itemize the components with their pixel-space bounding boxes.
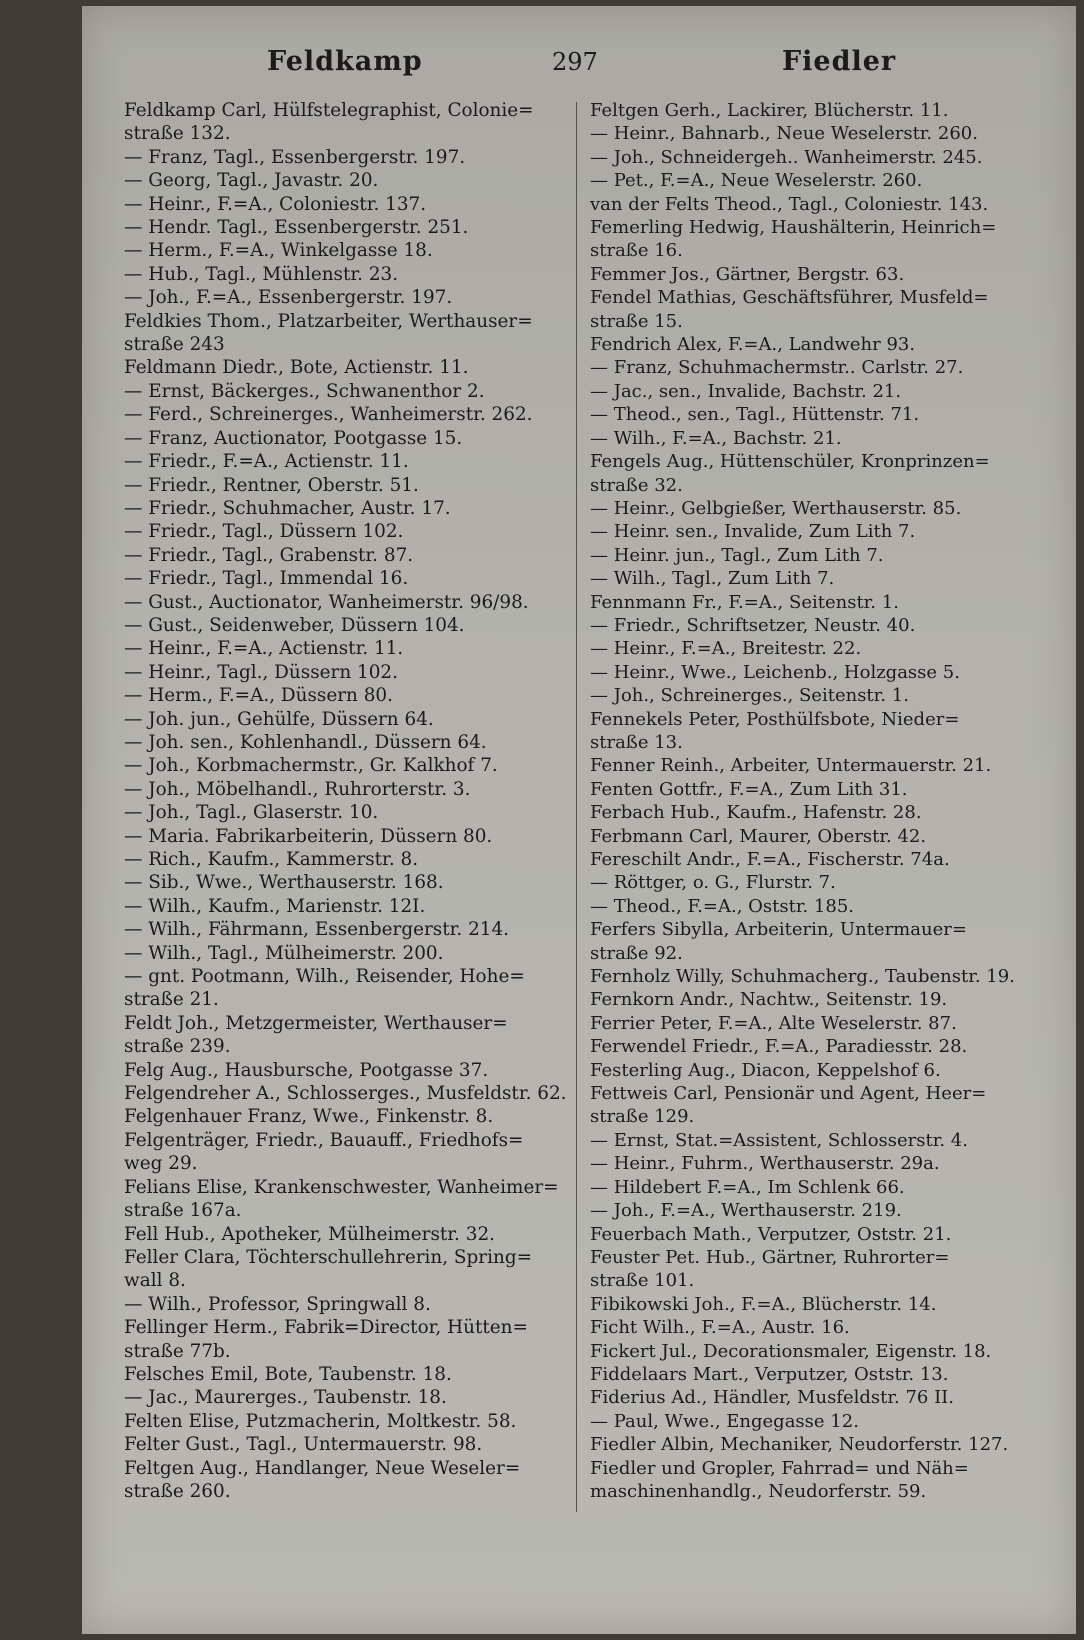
directory-entry (124, 169, 564, 192)
entry-line: Feldkamp Carl, Hülfstelegraphist, Colonie= (124, 100, 534, 121)
directory-entry (590, 122, 1040, 145)
entry-line: — Friedr., F.=A., Actienstr. 11. (124, 451, 409, 473)
entry-line: weg 29. (124, 1153, 198, 1175)
directory-entry (590, 1433, 1040, 1456)
entry-line: — Heinr., Bahnarb., Neue Weselerstr. 260. (590, 123, 978, 145)
directory-entry (124, 427, 564, 450)
entry-line: — Friedr., Schuhmacher, Austr. 17. (124, 497, 451, 519)
directory-entry (590, 1059, 1040, 1082)
directory-entry (124, 731, 564, 754)
directory-entry (590, 1340, 1040, 1363)
entry-line: — Ernst, Bäckerges., Schwanenthor 2. (124, 380, 485, 402)
entry-line: Fiedler und Gropler, Fahrrad= und Näh= (590, 1457, 969, 1479)
directory-entry (124, 684, 564, 707)
directory-entry (590, 614, 1040, 637)
entry-line: Fennmann Fr., F.=A., Seitenstr. 1. (590, 591, 899, 613)
directory-entry (590, 591, 1040, 614)
entry-line: straße 77b. (124, 1340, 231, 1362)
entry-line: — Gust., Seidenweber, Düssern 104. (124, 614, 465, 636)
directory-entry (124, 918, 564, 941)
directory-entry (124, 871, 564, 894)
directory-entry (124, 1082, 567, 1105)
directory-entry (124, 1316, 564, 1363)
entry-line: Felgenhauer Franz, Wwe., Finkenstr. 8. (124, 1106, 494, 1128)
directory-entry (124, 591, 564, 614)
directory-entry (124, 708, 564, 731)
directory-entry (124, 567, 564, 590)
entry-line: Fell Hub., Apotheker, Mülheimerstr. 32. (124, 1223, 495, 1245)
entry-line: — Heinr. sen., Invalide, Zum Lith 7. (590, 521, 916, 543)
entry-line: Felgenträger, Friedr., Bauauff., Friedhofs= (124, 1129, 524, 1151)
directory-entry (590, 988, 1040, 1011)
entry-line: — Jac., Maurerges., Taubenstr. 18. (124, 1387, 447, 1409)
directory-entry (590, 497, 1040, 520)
page-number: 297 (552, 48, 598, 76)
header-left-keyword: Feldkamp (267, 46, 423, 77)
entry-line: — Friedr., Tagl., Immendal 16. (124, 568, 409, 590)
directory-entry (590, 450, 1040, 497)
page-header (82, 46, 1076, 86)
entry-line: Fenner Reinh., Arbeiter, Untermauerstr. 21. (590, 755, 992, 777)
entry-line: — Theod., F.=A., Oststr. 185. (590, 895, 854, 917)
entry-line: van der Felts Theod., Tagl., Coloniestr. 143. (590, 193, 989, 215)
directory-entry (124, 1012, 564, 1059)
directory-entry (590, 1035, 1040, 1058)
entry-line: Fernholz Willy, Schuhmacherg., Taubenstr. 19. (590, 966, 1015, 988)
directory-entry (124, 1410, 564, 1433)
entry-line: Feller Clara, Töchterschullehrerin, Spring= (124, 1246, 532, 1268)
entry-line: — Ernst, Stat.=Assistent, Schlosserstr. 4. (590, 1129, 968, 1151)
directory-entry (590, 520, 1040, 543)
entry-line: — Joh., Schneidergeh.. Wanheimerstr. 245. (590, 146, 983, 168)
entry-line: straße 15. (590, 310, 683, 332)
directory-entry (590, 871, 1040, 894)
entry-line: Festerling Aug., Diacon, Keppelshof 6. (590, 1059, 941, 1081)
entry-line: Ferbach Hub., Kaufm., Hafenstr. 28. (590, 802, 922, 824)
directory-entry (590, 193, 1040, 216)
entry-line: — Friedr., Tagl., Düssern 102. (124, 521, 404, 543)
entry-line: straße 260. (124, 1480, 231, 1502)
entry-line: — Georg, Tagl., Javastr. 20. (124, 170, 379, 192)
directory-entry (124, 1457, 564, 1504)
directory-entry (124, 801, 564, 824)
entry-line: Fiderius Ad., Händler, Musfeldstr. 76 II. (590, 1387, 955, 1409)
entry-line: straße 132. (124, 123, 231, 145)
directory-entry (124, 99, 564, 146)
entry-line: — Sib., Wwe., Werthauserstr. 168. (124, 872, 444, 894)
directory-entry (590, 637, 1040, 660)
entry-line: Fibikowski Joh., F.=A., Blücherstr. 14. (590, 1293, 937, 1315)
entry-line: Feuster Pet. Hub., Gärtner, Ruhrorter= (590, 1246, 950, 1268)
entry-line: Feuerbach Math., Verputzer, Oststr. 21. (590, 1223, 952, 1245)
entry-line: Fendrich Alex, F.=A., Landwehr 93. (590, 334, 916, 356)
directory-entry (590, 1246, 1040, 1293)
entry-line: straße 243 (124, 334, 225, 356)
directory-entry (124, 637, 564, 660)
directory-entry (590, 333, 1040, 356)
entry-line: Feltgen Aug., Handlanger, Neue Weseler= (124, 1457, 521, 1479)
directory-entry (124, 1386, 564, 1409)
directory-entry (590, 1199, 1040, 1222)
entry-line: — Franz, Auctionator, Pootgasse 15. (124, 427, 463, 449)
entry-line: — Wilh., Professor, Springwall 8. (124, 1293, 431, 1315)
directory-entry (590, 567, 1040, 590)
entry-line: Ferbmann Carl, Maurer, Oberstr. 42. (590, 825, 927, 847)
directory-entry (590, 1152, 1040, 1175)
directory-entry (590, 1223, 1040, 1246)
entry-line: — Theod., sen., Tagl., Hüttenstr. 71. (590, 404, 920, 426)
entry-line: straße 32. (590, 474, 683, 496)
entry-line: Ferfers Sibylla, Arbeiterin, Untermauer= (590, 919, 967, 941)
entry-line: Fengels Aug., Hüttenschüler, Kronprinzen= (590, 451, 990, 473)
directory-entry (590, 403, 1040, 426)
entry-line: — Heinr., F.=A., Actienstr. 11. (124, 638, 404, 660)
directory-entry (590, 99, 1040, 122)
entry-line: Ferrier Peter, F.=A., Alte Weselerstr. 87. (590, 1012, 957, 1034)
entry-line: — Franz, Tagl., Essenbergerstr. 197. (124, 146, 466, 168)
entry-line: Feldkies Thom., Platzarbeiter, Werthauser= (124, 310, 533, 332)
directory-entry (590, 1363, 1040, 1386)
entry-line: — Friedr., Schriftsetzer, Neustr. 40. (590, 614, 916, 636)
directory-entry (124, 1176, 564, 1223)
right-column (590, 99, 1040, 1503)
entry-line: Fiddelaars Mart., Verputzer, Oststr. 13. (590, 1363, 949, 1385)
directory-entry (590, 918, 1040, 965)
entry-line: — Joh., Tagl., Glaserstr. 10. (124, 802, 379, 824)
entry-line: straße 101. (590, 1270, 695, 1292)
entry-line: — Wilh., F.=A., Bachstr. 21. (590, 427, 842, 449)
entry-line: Ficht Wilh., F.=A., Austr. 16. (590, 1317, 850, 1339)
directory-entry (124, 1433, 564, 1456)
entry-line: Femmer Jos., Gärtner, Bergstr. 63. (590, 263, 905, 285)
directory-entry (590, 801, 1040, 824)
entry-line: wall 8. (124, 1270, 186, 1292)
entry-line: — Heinr., Gelbgießer, Werthauserstr. 85. (590, 497, 962, 519)
directory-entry (124, 1105, 564, 1128)
entry-line: Feltgen Gerh., Lackirer, Blücherstr. 11. (590, 100, 949, 121)
entry-line: — Rich., Kaufm., Kammerstr. 8. (124, 849, 419, 870)
directory-entry (124, 239, 564, 262)
directory-entry (590, 1386, 1040, 1409)
directory-entry (590, 216, 1040, 263)
entry-line: Fickert Jul., Decorationsmaler, Eigenstr. 18. (590, 1340, 992, 1362)
directory-entry (124, 661, 564, 684)
entry-line: Felter Gust., Tagl., Untermauerstr. 98. (124, 1434, 483, 1456)
directory-entry (590, 380, 1040, 403)
entry-line: — Paul, Wwe., Engegasse 12. (590, 1410, 859, 1432)
entry-line: — Heinr., Fuhrm., Werthauserstr. 29a. (590, 1153, 940, 1175)
directory-entry (124, 310, 564, 357)
entry-line: — Franz, Schuhmachermstr.. Carlstr. 27. (590, 357, 964, 379)
directory-entry (590, 754, 1040, 777)
entry-line: — Hildebert F.=A., Im Schlenk 66. (590, 1176, 905, 1198)
directory-entry (124, 520, 564, 543)
entry-line: — Heinr., Tagl., Düssern 102. (124, 661, 398, 683)
directory-entry (590, 1082, 1040, 1129)
directory-entry (124, 544, 564, 567)
entry-line: — Herm., F.=A., Winkelgasse 18. (124, 240, 433, 262)
column-divider (576, 102, 577, 1512)
entry-line: — Joh. jun., Gehülfe, Düssern 64. (124, 708, 434, 730)
entry-line: Fiedler Albin, Mechaniker, Neudorferstr. 127. (590, 1434, 1009, 1456)
entry-line: — Ferd., Schreinerges., Wanheimerstr. 262. (124, 404, 533, 426)
directory-entry (590, 1410, 1040, 1433)
entry-line: Fendel Mathias, Geschäftsführer, Musfeld= (590, 287, 989, 309)
directory-entry (590, 848, 1040, 871)
directory-entry (124, 497, 564, 520)
directory-entry (124, 286, 564, 309)
directory-entry (590, 684, 1040, 707)
entry-line: straße 16. (590, 240, 683, 262)
entry-line: Fernkorn Andr., Nachtw., Seitenstr. 19. (590, 989, 948, 1011)
entry-line: Fereschilt Andr., F.=A., Fischerstr. 74a. (590, 849, 950, 870)
directory-entry (124, 216, 564, 239)
directory-entry (124, 1059, 564, 1082)
directory-entry (124, 825, 564, 848)
directory-entry (124, 1293, 564, 1316)
entry-line: — Friedr., Rentner, Oberstr. 51. (124, 474, 419, 496)
entry-line: — Wilh., Fährmann, Essenbergerstr. 214. (124, 919, 510, 941)
directory-entry (124, 450, 564, 473)
entry-line: straße 92. (590, 942, 683, 964)
entry-line: — Röttger, o. G., Flurstr. 7. (590, 872, 836, 894)
entry-line: Femerling Hedwig, Haushälterin, Heinrich= (590, 217, 997, 239)
directory-page (82, 6, 1076, 1634)
entry-line: — Heinr., Wwe., Leichenb., Holzgasse 5. (590, 661, 960, 683)
entry-line: Felians Elise, Krankenschwester, Wanheimer= (124, 1176, 559, 1198)
entry-line: — Gust., Auctionator, Wanheimerstr. 96/98. (124, 591, 529, 613)
directory-entry (124, 754, 564, 777)
entry-line: — Wilh., Kaufm., Marienstr. 12I. (124, 895, 426, 917)
entry-line: Fenten Gottfr., F.=A., Zum Lith 31. (590, 778, 908, 800)
directory-entry (590, 427, 1040, 450)
entry-line: Fettweis Carl, Pensionär und Agent, Heer= (590, 1083, 987, 1105)
entry-line: — Pet., F.=A., Neue Weselerstr. 260. (590, 170, 923, 192)
entry-line: — Herm., F.=A., Düssern 80. (124, 685, 393, 707)
directory-entry (124, 1223, 564, 1246)
directory-entry (590, 661, 1040, 684)
directory-entry (590, 263, 1040, 286)
directory-entry (124, 1129, 564, 1176)
entry-line: — Joh., F.=A., Werthauserstr. 219. (590, 1200, 902, 1222)
directory-entry (124, 403, 564, 426)
entry-line: Felsches Emil, Bote, Taubenstr. 18. (124, 1363, 452, 1385)
entry-line: straße 21. (124, 989, 219, 1011)
directory-entry (590, 778, 1040, 801)
directory-entry (590, 286, 1040, 333)
directory-entry (590, 544, 1040, 567)
entry-line: Felgendreher A., Schlosserges., Musfeldstr. 62. (124, 1083, 567, 1105)
entry-line: — Joh., Möbelhandl., Ruhrorterstr. 3. (124, 778, 471, 800)
directory-entry (124, 356, 564, 379)
directory-entry (124, 1246, 564, 1293)
entry-line: — Hub., Tagl., Mühlenstr. 23. (124, 263, 399, 285)
entry-line: — Wilh., Tagl., Mülheimerstr. 200. (124, 942, 444, 964)
entry-line: straße 167a. (124, 1200, 242, 1222)
entry-line: — Joh., F.=A., Essenbergerstr. 197. (124, 287, 453, 309)
directory-entry (590, 169, 1040, 192)
entry-line: — Heinr., F.=A., Coloniestr. 137. (124, 193, 427, 215)
directory-entry (590, 1012, 1040, 1035)
entry-line: straße 129. (590, 1106, 695, 1128)
entry-line: maschinenhandlg., Neudorferstr. 59. (590, 1480, 927, 1502)
directory-entry (590, 356, 1040, 379)
entry-line: — Maria. Fabrikarbeiterin, Düssern 80. (124, 825, 493, 847)
directory-entry (124, 263, 564, 286)
directory-entry (590, 965, 1040, 988)
entry-line: Ferwendel Friedr., F.=A., Paradiesstr. 28. (590, 1036, 968, 1058)
entry-line: Fellinger Herm., Fabrik=Director, Hütten= (124, 1317, 528, 1339)
entry-line: — Joh. sen., Kohlenhandl., Düssern 64. (124, 731, 487, 753)
directory-entry (124, 1363, 564, 1386)
directory-entry (124, 380, 564, 403)
entry-line: Feldmann Diedr., Bote, Actienstr. 11. (124, 357, 469, 379)
directory-entry (124, 848, 564, 871)
directory-entry (590, 895, 1040, 918)
entry-line: Fennekels Peter, Posthülfsbote, Nieder= (590, 708, 960, 730)
directory-entry (124, 895, 564, 918)
entry-line: Felten Elise, Putzmacherin, Moltkestr. 58. (124, 1410, 517, 1432)
entry-line: straße 239. (124, 1036, 231, 1058)
header-right-keyword: Fiedler (782, 46, 897, 77)
entry-line: — Friedr., Tagl., Grabenstr. 87. (124, 544, 414, 566)
directory-entry (590, 825, 1040, 848)
entry-line: — gnt. Pootmann, Wilh., Reisender, Hohe= (124, 966, 525, 988)
entry-line: — Heinr., F.=A., Breitestr. 22. (590, 638, 862, 660)
directory-entry (590, 708, 1040, 755)
directory-entry (124, 193, 564, 216)
directory-entry (590, 1293, 1040, 1316)
entry-line: Feldt Joh., Metzgermeister, Werthauser= (124, 1012, 508, 1034)
entry-line: Felg Aug., Hausbursche, Pootgasse 37. (124, 1059, 489, 1081)
entry-line: — Wilh., Tagl., Zum Lith 7. (590, 568, 835, 590)
directory-entry (124, 146, 564, 169)
entry-line: — Jac., sen., Invalide, Bachstr. 21. (590, 380, 902, 402)
entry-line: — Hendr. Tagl., Essenbergerstr. 251. (124, 217, 469, 239)
directory-entry (124, 778, 564, 801)
directory-entry (124, 474, 564, 497)
directory-entry (124, 942, 564, 965)
entry-line: — Heinr. jun., Tagl., Zum Lith 7. (590, 544, 884, 566)
directory-entry (124, 614, 564, 637)
directory-entry (590, 146, 1040, 169)
entry-line: — Joh., Korbmachermstr., Gr. Kalkhof 7. (124, 755, 498, 777)
directory-entry (590, 1457, 1040, 1504)
entry-line: — Joh., Schreinerges., Seitenstr. 1. (590, 685, 909, 707)
entry-line: straße 13. (590, 731, 683, 753)
directory-entry (590, 1316, 1040, 1339)
directory-entry (590, 1129, 1040, 1152)
left-column (124, 99, 567, 1503)
directory-entry (124, 965, 564, 1012)
directory-entry (590, 1176, 1040, 1199)
